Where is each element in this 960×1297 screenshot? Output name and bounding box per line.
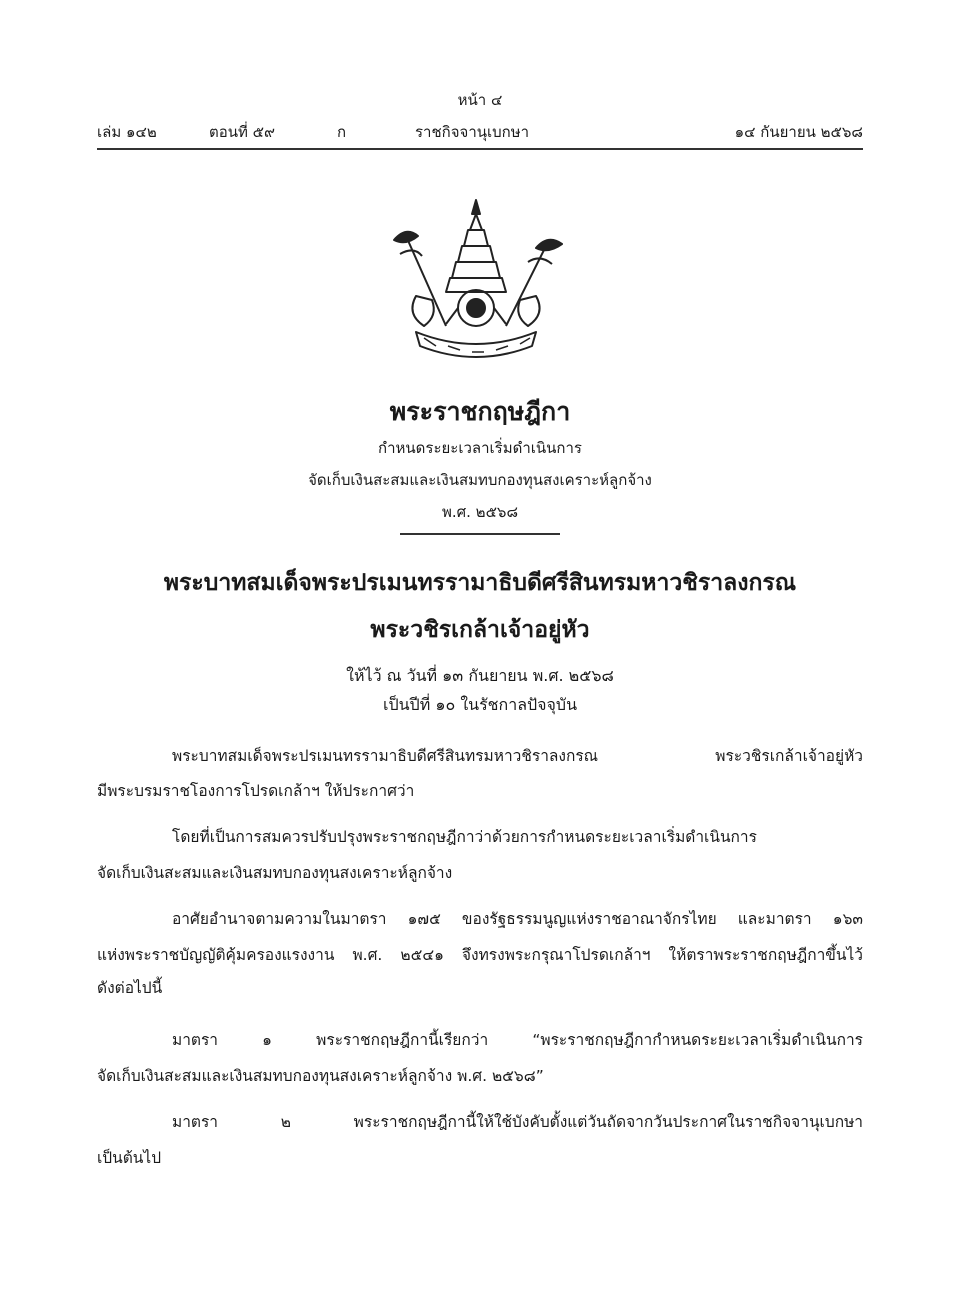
decree-subtitle-line2: จัดเก็บเงินสะสมและเงินสมทบกองทุนสงเคราะห์ลูกจ้าง	[308, 471, 652, 489]
section-letter: ก	[337, 123, 347, 141]
gazette-header	[97, 120, 863, 146]
section1-line2: จัดเก็บเงินสะสมและเงินสมทบกองทุนสงเคราะห์ลูกจ้าง พ.ศ. ๒๕๖๘”	[97, 1067, 544, 1085]
gazette-name: ราชกิจจานุเบกษา	[415, 123, 530, 141]
publish-date: ๑๔ กันยายน ๒๕๖๘	[734, 123, 863, 141]
authority-line3: ดังต่อไปนี้	[97, 979, 163, 997]
reign-year: เป็นปีที่ ๑๐ ในรัชกาลปัจจุบัน	[382, 695, 578, 714]
preamble-line1: พระบาทสมเด็จพระปรเมนทรรามาธิบดีศรีสินทรมหาวชิราลงกรณ พระวชิรเกล้าเจ้าอยู่หัว	[172, 747, 863, 765]
section1-line1: มาตรา ๑ พระราชกฤษฎีกานี้เรียกว่า “พระราชกฤษฎีกากำหนดระยะเวลาเริ่มดำเนินการ	[172, 1031, 863, 1049]
issue-number: ตอนที่ ๕๙	[209, 123, 275, 141]
authority-line1: อาศัยอำนาจตามความในมาตรา ๑๗๕ ของรัฐธรรมนูญแห่งราชอาณาจักรไทย และมาตรา ๑๖๓	[172, 910, 863, 928]
preamble-line2: มีพระบรมราชโองการโปรดเกล้าฯ ให้ประกาศว่า	[97, 782, 415, 800]
section2-line1: มาตรา ๒ พระราชกฤษฎีกานี้ให้ใช้บังคับตั้งแต่วันถัดจากวันประกาศในราชกิจจานุเบกษา	[172, 1113, 863, 1131]
header-divider	[97, 148, 863, 150]
authority-line2: แห่งพระราชบัญญัติคุ้มครองแรงงาน พ.ศ. ๒๕๔๑ จึงทรงพระกรุณาโปรดเกล้าฯ ให้ตราพระราชกฤษฎีกาขึ้นไว้	[97, 946, 863, 964]
garuda-royal-emblem-icon	[376, 196, 576, 366]
king-name-line2: พระวชิรเกล้าเจ้าอยู่หัว	[370, 617, 590, 643]
rationale-line2: จัดเก็บเงินสะสมและเงินสมทบกองทุนสงเคราะห์ลูกจ้าง	[97, 864, 453, 882]
section2-line2: เป็นต้นไป	[97, 1149, 162, 1167]
given-date: ให้ไว้ ณ วันที่ ๑๓ กันยายน พ.ศ. ๒๕๖๘	[346, 666, 614, 685]
decree-year: พ.ศ. ๒๕๖๘	[441, 503, 519, 521]
volume-number: เล่ม ๑๔๒	[97, 123, 157, 141]
rationale-line1: โดยที่เป็นการสมควรปรับปรุงพระราชกฤษฎีกาว่าด้วยการกำหนดระยะเวลาเริ่มดำเนินการ	[172, 828, 757, 846]
decree-subtitle-line1: กำหนดระยะเวลาเริ่มดำเนินการ	[378, 439, 582, 457]
page-number: หน้า ๔	[457, 91, 503, 109]
king-name-line1: พระบาทสมเด็จพระปรเมนทรรามาธิบดีศรีสินทรมหาวชิราลงกรณ	[163, 570, 797, 596]
title-divider	[400, 533, 560, 535]
decree-title: พระราชกฤษฎีกา	[389, 397, 571, 426]
